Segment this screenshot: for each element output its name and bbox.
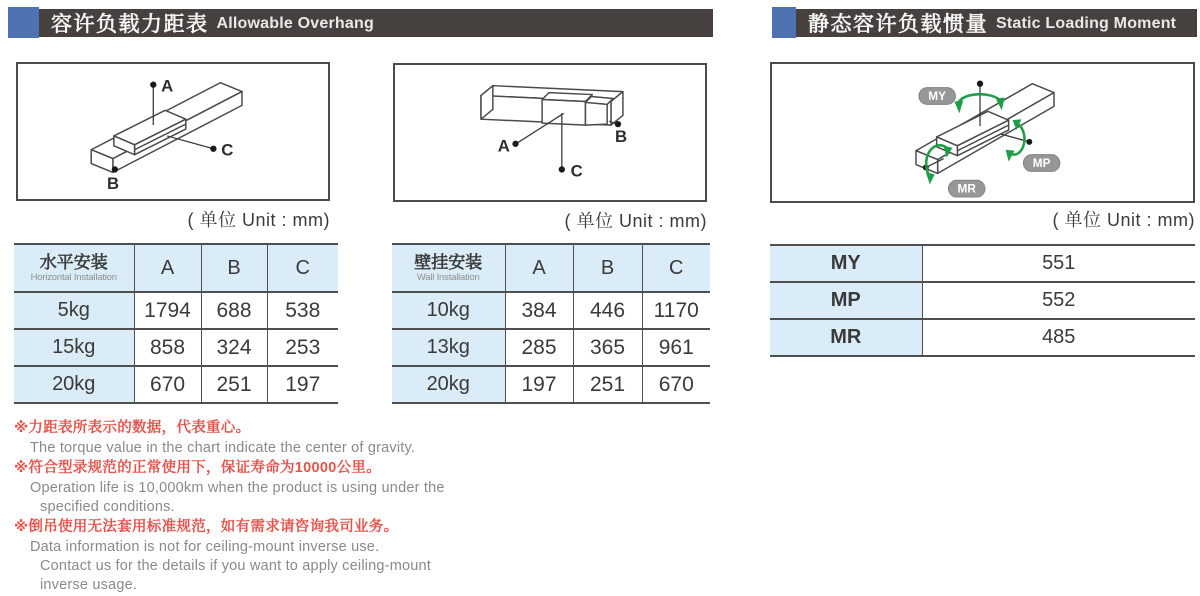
load-label: 15kg xyxy=(14,329,134,366)
table-title-zh: 水平安装 xyxy=(39,253,108,272)
load-label: 20kg xyxy=(392,366,505,403)
point-c-label: C xyxy=(221,140,234,160)
point-a-label: A xyxy=(497,136,510,156)
header-bar xyxy=(796,9,1197,37)
table-title-zh: 壁挂安装 xyxy=(414,253,483,272)
moment-value: 485 xyxy=(922,319,1195,356)
table-title-cell xyxy=(392,244,505,292)
mr-badge-label: MR xyxy=(957,181,976,196)
column-header-c: C xyxy=(267,244,338,292)
table-row xyxy=(392,329,710,366)
table-row xyxy=(14,329,338,366)
table-row xyxy=(770,282,1195,319)
moment-label: MY xyxy=(770,245,922,282)
point-c-label: C xyxy=(570,161,583,181)
static-moment-table xyxy=(770,244,1195,357)
load-label: 10kg xyxy=(392,292,505,329)
wall-installation-diagram xyxy=(395,65,705,200)
section-header-static-loading-moment xyxy=(772,7,1197,38)
load-label: 5kg xyxy=(14,292,134,329)
load-label: 13kg xyxy=(392,329,505,366)
note-zh: ※倒吊使用无法套用标准规范，如有需求请咨询我司业务。 xyxy=(14,519,399,535)
table-title-en: Wall Installation xyxy=(416,272,480,283)
static-moment-diagram-box xyxy=(770,62,1195,203)
table-row xyxy=(14,366,338,403)
value-b: 446 xyxy=(573,292,642,329)
note-zh: ※力距表所表示的数据，代表重心。 xyxy=(14,420,251,436)
unit-label: ( 单位 Unit : mm) xyxy=(187,210,330,230)
moment-label: MP xyxy=(770,282,922,319)
rail-drawing xyxy=(481,86,623,125)
table-row xyxy=(14,292,338,329)
note-en: specified conditions. xyxy=(40,499,175,515)
note-en: Data information is not for ceiling-mount inverse use. xyxy=(30,539,380,555)
value-a: 1794 xyxy=(134,292,201,329)
section-title-zh: 容许负载力距表 xyxy=(51,12,209,36)
table-header-row xyxy=(14,244,338,292)
value-a: 858 xyxy=(134,329,201,366)
value-a: 670 xyxy=(134,366,201,403)
footnotes xyxy=(14,418,494,595)
value-c: 197 xyxy=(267,366,338,403)
note-en: Operation life is 10,000km when the product is using under the xyxy=(30,480,445,496)
header-bar xyxy=(39,9,713,37)
wall-installation-table xyxy=(392,243,710,404)
wall-installation-diagram-box xyxy=(393,63,707,202)
horizontal-installation-diagram-box xyxy=(16,62,330,201)
accent-square xyxy=(8,7,39,38)
value-c: 670 xyxy=(642,366,710,403)
value-c: 253 xyxy=(267,329,338,366)
value-b: 324 xyxy=(201,329,267,366)
value-c: 961 xyxy=(642,329,710,366)
note-zh: ※符合型录规范的正常使用下，保证寿命为10000公里。 xyxy=(14,460,382,476)
column-header-c: C xyxy=(642,244,710,292)
accent-square xyxy=(772,7,796,38)
moment-value: 552 xyxy=(922,282,1195,319)
dimension-dots xyxy=(512,121,621,173)
value-b: 251 xyxy=(573,366,642,403)
unit-label: ( 单位 Unit : mm) xyxy=(1052,210,1195,230)
table-header-row xyxy=(392,244,710,292)
column-header-a: A xyxy=(505,244,573,292)
section-title-en: Allowable Overhang xyxy=(216,14,374,32)
table-title-cell xyxy=(14,244,134,292)
section-header-allowable-overhang xyxy=(8,7,713,38)
value-c: 1170 xyxy=(642,292,710,329)
table-row xyxy=(770,319,1195,356)
value-a: 197 xyxy=(505,366,573,403)
moment-label: MR xyxy=(770,319,922,356)
unit-label: ( 单位 Unit : mm) xyxy=(564,211,707,231)
column-header-b: B xyxy=(573,244,642,292)
table-row xyxy=(392,292,710,329)
horizontal-installation-table xyxy=(14,243,338,404)
table-row xyxy=(770,245,1195,282)
note-en: inverse usage. xyxy=(40,577,138,593)
column-header-b: B xyxy=(201,244,267,292)
horizontal-installation-diagram xyxy=(18,64,328,199)
section-title-en: Static Loading Moment xyxy=(996,14,1177,32)
value-c: 538 xyxy=(267,292,338,329)
value-b: 365 xyxy=(573,329,642,366)
mp-badge-label: MP xyxy=(1032,155,1051,170)
point-a-label: A xyxy=(161,76,174,96)
section-title-zh: 静态容许负载惯量 xyxy=(808,12,988,36)
rail-drawing xyxy=(91,83,242,173)
my-badge-label: MY xyxy=(928,88,947,103)
column-header-a: A xyxy=(134,244,201,292)
value-b: 688 xyxy=(201,292,267,329)
note-en: The torque value in the chart indicate the center of gravity. xyxy=(30,440,416,456)
point-b-label: B xyxy=(615,126,628,146)
value-b: 251 xyxy=(201,366,267,403)
value-a: 384 xyxy=(505,292,573,329)
load-label: 20kg xyxy=(14,366,134,403)
note-en: Contact us for the details if you want to apply ceiling-mount xyxy=(40,558,432,574)
table-row xyxy=(392,366,710,403)
point-b-label: B xyxy=(106,174,120,194)
table-title-en: Horizontal Installation xyxy=(30,272,117,283)
static-moment-diagram xyxy=(772,64,1193,201)
value-a: 285 xyxy=(505,329,573,366)
moment-value: 551 xyxy=(922,245,1195,282)
